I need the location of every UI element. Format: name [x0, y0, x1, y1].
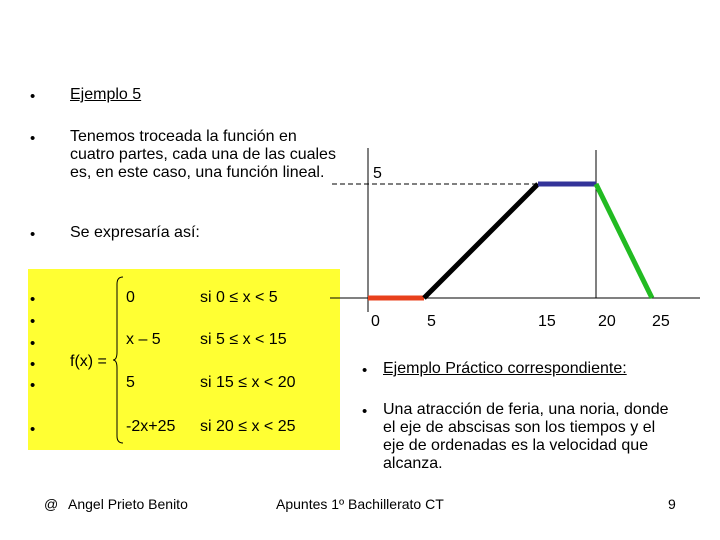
practical-example-text: Una atracción de feria, una noria, donde el eje de abscisas son los tiempos y el eje de ordenadas es la velocidad que alcanza.: [383, 401, 669, 472]
piece-cond-4: si 20 ≤ x < 25: [200, 418, 296, 435]
piece-expr-4: -2x+25: [126, 418, 176, 435]
piece-cond-1: si 0 ≤ x < 5: [200, 289, 278, 306]
piece-expr-2: x – 5: [126, 331, 161, 348]
bullet-marker: •: [30, 226, 36, 243]
bullet-marker: •: [30, 335, 36, 352]
author-name: Angel Prieto Benito: [68, 496, 188, 512]
function-name: f(x) =: [70, 353, 107, 370]
practical-example-link[interactable]: Ejemplo Práctico correspondiente:: [383, 360, 627, 377]
page-number: 9: [668, 496, 676, 512]
y-tick-label-5: 5: [373, 165, 382, 182]
copyright-symbol: @: [44, 496, 59, 512]
bullet-marker: •: [30, 88, 36, 105]
bullet-marker: •: [30, 291, 36, 308]
x-tick-label-25: 25: [652, 313, 670, 330]
bullet-marker: •: [30, 313, 36, 330]
x-tick-label-0: 0: [371, 313, 380, 330]
bullet-marker: •: [30, 377, 36, 394]
segment-decreasing: [596, 184, 652, 298]
expression-intro: Se expresaría así:: [70, 224, 200, 241]
piece-cond-2: si 5 ≤ x < 15: [200, 331, 287, 348]
bullet-marker: •: [362, 362, 368, 379]
x-tick-label-5: 5: [427, 313, 436, 330]
x-tick-label-15: 15: [538, 313, 556, 330]
bullet-marker: •: [362, 403, 368, 420]
course-title: Apuntes 1º Bachillerato CT: [276, 496, 444, 512]
bullet-marker: •: [30, 130, 36, 147]
piece-cond-3: si 15 ≤ x < 20: [200, 374, 296, 391]
bullet-marker: •: [30, 421, 36, 438]
description-text: Tenemos troceada la función en cuatro partes, cada una de las cuales es, en este caso, una función lineal.: [70, 128, 336, 181]
x-tick-label-20: 20: [598, 313, 616, 330]
bullet-marker: •: [30, 356, 36, 373]
segment-increasing: [424, 184, 538, 298]
example-title-link[interactable]: Ejemplo 5: [70, 86, 142, 103]
piece-expr-3: 5: [126, 374, 135, 391]
piece-expr-1: 0: [126, 289, 135, 306]
